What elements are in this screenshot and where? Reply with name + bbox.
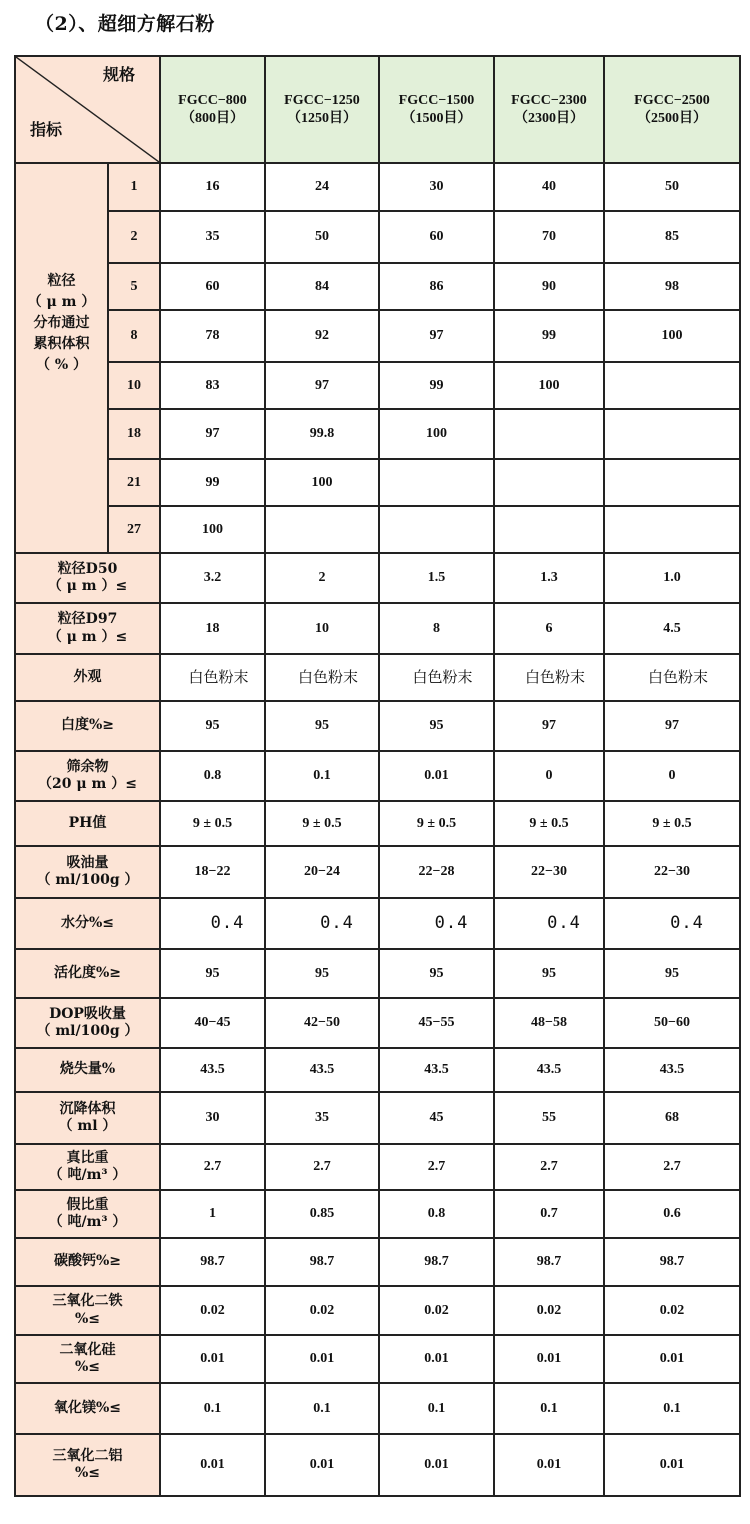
value-cell: 68 bbox=[604, 1092, 740, 1144]
value-cell: 0.85 bbox=[265, 1190, 379, 1238]
property-label-line: （ ml/100g ） bbox=[36, 872, 139, 888]
value-cell: 99 bbox=[160, 459, 265, 506]
property-label bbox=[15, 1238, 160, 1286]
property-row bbox=[15, 1238, 740, 1286]
value-cell: 6 bbox=[494, 603, 604, 654]
value-cell: 0.1 bbox=[604, 1383, 740, 1434]
property-row bbox=[15, 1190, 740, 1238]
particle-size: 5 bbox=[108, 263, 160, 310]
value-cell: 2.7 bbox=[160, 1144, 265, 1190]
value-cell: 95 bbox=[160, 949, 265, 998]
value-cell: 0.4 bbox=[160, 898, 265, 949]
property-label-line: 三氧化二铁 bbox=[52, 1293, 123, 1309]
value-cell: 0.02 bbox=[604, 1286, 740, 1335]
value-cell: 白色粉末 bbox=[160, 654, 265, 701]
corner-cell bbox=[15, 56, 160, 163]
value-cell: 100 bbox=[494, 362, 604, 409]
distribution-row bbox=[15, 163, 740, 211]
value-cell: 24 bbox=[265, 163, 379, 211]
property-row bbox=[15, 1092, 740, 1144]
value-cell: 0 bbox=[494, 751, 604, 801]
value-cell: 白色粉末 bbox=[265, 654, 379, 701]
distribution-label-line: 粒径 bbox=[47, 272, 76, 289]
value-cell: 48−58 bbox=[494, 998, 604, 1048]
property-label bbox=[15, 1190, 160, 1238]
column-header bbox=[494, 56, 604, 163]
distribution-label-line: 分布通过 bbox=[33, 314, 90, 331]
value-cell bbox=[379, 506, 494, 553]
value-cell: 0.02 bbox=[160, 1286, 265, 1335]
corner-index-label: 指标 bbox=[30, 120, 63, 139]
particle-size: 8 bbox=[108, 310, 160, 362]
value-cell: 白色粉末 bbox=[494, 654, 604, 701]
value-cell: 0.7 bbox=[494, 1190, 604, 1238]
property-label bbox=[15, 654, 160, 701]
value-cell: 40 bbox=[494, 163, 604, 211]
value-cell: 0.01 bbox=[379, 1434, 494, 1496]
distribution-row bbox=[15, 409, 740, 459]
distribution-row bbox=[15, 310, 740, 362]
value-cell: 98.7 bbox=[160, 1238, 265, 1286]
value-cell: 86 bbox=[379, 263, 494, 310]
value-cell: 0.1 bbox=[160, 1383, 265, 1434]
property-label-line: 筛余物 bbox=[66, 758, 109, 775]
particle-size: 1 bbox=[108, 163, 160, 211]
value-cell: 98.7 bbox=[265, 1238, 379, 1286]
value-cell: 1.3 bbox=[494, 553, 604, 603]
property-row bbox=[15, 1286, 740, 1335]
property-label bbox=[15, 801, 160, 846]
property-label-line: 三氧化二铝 bbox=[52, 1447, 123, 1464]
value-cell: 50−60 bbox=[604, 998, 740, 1048]
value-cell: 43.5 bbox=[160, 1048, 265, 1092]
value-cell: 97 bbox=[604, 701, 740, 751]
value-cell: 0.01 bbox=[265, 1335, 379, 1383]
property-row bbox=[15, 701, 740, 751]
value-cell: 2.7 bbox=[265, 1144, 379, 1190]
value-cell bbox=[265, 506, 379, 553]
value-cell: 43.5 bbox=[379, 1048, 494, 1092]
distribution-label-line: 累积体积 bbox=[33, 335, 90, 352]
value-cell: 99 bbox=[494, 310, 604, 362]
property-label-line: （ ml ） bbox=[58, 1118, 117, 1134]
value-cell: 95 bbox=[265, 949, 379, 998]
property-label bbox=[15, 898, 160, 949]
value-cell: 100 bbox=[160, 506, 265, 553]
column-code: FGCC−2300 bbox=[511, 93, 587, 108]
value-cell: 0.1 bbox=[379, 1383, 494, 1434]
value-cell: 0.02 bbox=[265, 1286, 379, 1335]
column-code: FGCC−800 bbox=[178, 93, 247, 108]
value-cell: 2 bbox=[265, 553, 379, 603]
property-label-line: 白度%≥ bbox=[60, 717, 115, 734]
value-cell: 8 bbox=[379, 603, 494, 654]
value-cell: 9 ± 0.5 bbox=[494, 801, 604, 846]
property-label bbox=[15, 998, 160, 1048]
property-label-line: %≤ bbox=[74, 1359, 101, 1375]
property-label bbox=[15, 751, 160, 801]
value-cell: 35 bbox=[160, 211, 265, 263]
value-cell: 0.01 bbox=[160, 1434, 265, 1496]
property-label-line: （ 吨/m³ ） bbox=[48, 1214, 127, 1230]
property-row bbox=[15, 603, 740, 654]
property-label bbox=[15, 1092, 160, 1144]
value-cell: 0.02 bbox=[379, 1286, 494, 1335]
value-cell: 43.5 bbox=[494, 1048, 604, 1092]
value-cell: 白色粉末 bbox=[379, 654, 494, 701]
property-label bbox=[15, 553, 160, 603]
column-mesh: （800目） bbox=[181, 110, 244, 126]
value-cell: 22−30 bbox=[604, 846, 740, 898]
property-label bbox=[15, 603, 160, 654]
value-cell: 43.5 bbox=[604, 1048, 740, 1092]
property-label-line: %≤ bbox=[74, 1310, 101, 1327]
value-cell: 0.4 bbox=[379, 898, 494, 949]
column-mesh: （2500目） bbox=[637, 110, 707, 126]
value-cell: 42−50 bbox=[265, 998, 379, 1048]
value-cell: 99 bbox=[379, 362, 494, 409]
value-cell: 0.01 bbox=[265, 1434, 379, 1496]
value-cell bbox=[604, 362, 740, 409]
property-row bbox=[15, 1434, 740, 1496]
value-cell: 97 bbox=[494, 701, 604, 751]
value-cell: 1.0 bbox=[604, 553, 740, 603]
value-cell: 30 bbox=[160, 1092, 265, 1144]
property-label-line: PH值 bbox=[68, 814, 107, 831]
value-cell: 0.01 bbox=[379, 751, 494, 801]
value-cell bbox=[494, 459, 604, 506]
value-cell: 45 bbox=[379, 1092, 494, 1144]
property-label-line: DOP吸收量 bbox=[49, 1005, 126, 1022]
value-cell: 1.5 bbox=[379, 553, 494, 603]
property-label-line: %≤ bbox=[74, 1465, 101, 1481]
value-cell: 100 bbox=[379, 409, 494, 459]
distribution-row bbox=[15, 506, 740, 553]
property-label bbox=[15, 1286, 160, 1335]
property-label-line: 吸油量 bbox=[66, 854, 109, 871]
value-cell: 90 bbox=[494, 263, 604, 310]
property-row bbox=[15, 801, 740, 846]
property-label bbox=[15, 846, 160, 898]
property-label-line: 烧失量% bbox=[59, 1061, 116, 1078]
column-mesh: （1250目） bbox=[287, 110, 357, 126]
value-cell: 0.02 bbox=[494, 1286, 604, 1335]
property-row bbox=[15, 1144, 740, 1190]
value-cell: 95 bbox=[160, 701, 265, 751]
value-cell: 0.01 bbox=[604, 1335, 740, 1383]
property-label-line: （ 吨/m³ ） bbox=[48, 1167, 127, 1183]
value-cell: 9 ± 0.5 bbox=[265, 801, 379, 846]
property-label-line: 氧化镁%≤ bbox=[53, 1399, 122, 1416]
value-cell: 30 bbox=[379, 163, 494, 211]
property-row bbox=[15, 998, 740, 1048]
value-cell: 55 bbox=[494, 1092, 604, 1144]
value-cell: 98.7 bbox=[379, 1238, 494, 1286]
distribution-row bbox=[15, 362, 740, 409]
value-cell: 97 bbox=[265, 362, 379, 409]
value-cell: 78 bbox=[160, 310, 265, 362]
corner-spec-label: 规格 bbox=[102, 65, 135, 84]
property-label-line: 真比重 bbox=[66, 1149, 109, 1166]
value-cell: 50 bbox=[265, 211, 379, 263]
property-row bbox=[15, 1383, 740, 1434]
property-label-line: 粒径D50 bbox=[57, 560, 118, 577]
value-cell: 100 bbox=[604, 310, 740, 362]
column-code: FGCC−1250 bbox=[284, 93, 360, 108]
column-header bbox=[160, 56, 265, 163]
property-label-line: （ ml/100g ） bbox=[36, 1023, 139, 1039]
value-cell: 0.01 bbox=[160, 1335, 265, 1383]
value-cell: 60 bbox=[160, 263, 265, 310]
particle-size: 27 bbox=[108, 506, 160, 553]
property-row bbox=[15, 898, 740, 949]
value-cell: 99.8 bbox=[265, 409, 379, 459]
particle-size: 10 bbox=[108, 362, 160, 409]
value-cell: 0.1 bbox=[265, 1383, 379, 1434]
property-row bbox=[15, 949, 740, 998]
value-cell: 16 bbox=[160, 163, 265, 211]
value-cell: 9 ± 0.5 bbox=[160, 801, 265, 846]
property-label-line: 外观 bbox=[73, 668, 102, 685]
value-cell: 0.01 bbox=[604, 1434, 740, 1496]
value-cell: 0.1 bbox=[494, 1383, 604, 1434]
value-cell: 0.01 bbox=[379, 1335, 494, 1383]
column-header bbox=[379, 56, 494, 163]
property-label-line: （ μ m ）≤ bbox=[47, 628, 128, 645]
value-cell bbox=[379, 459, 494, 506]
value-cell: 83 bbox=[160, 362, 265, 409]
value-cell bbox=[494, 506, 604, 553]
property-label-line: 假比重 bbox=[66, 1196, 109, 1213]
value-cell bbox=[604, 409, 740, 459]
value-cell: 97 bbox=[379, 310, 494, 362]
value-cell: 0 bbox=[604, 751, 740, 801]
particle-size: 21 bbox=[108, 459, 160, 506]
value-cell bbox=[494, 409, 604, 459]
column-mesh: （1500目） bbox=[401, 110, 472, 126]
value-cell: 20−24 bbox=[265, 846, 379, 898]
value-cell: 0.8 bbox=[379, 1190, 494, 1238]
property-row bbox=[15, 553, 740, 603]
property-label-line: 沉降体积 bbox=[59, 1100, 116, 1117]
property-row bbox=[15, 1048, 740, 1092]
value-cell: 50 bbox=[604, 163, 740, 211]
value-cell bbox=[604, 506, 740, 553]
property-row bbox=[15, 654, 740, 701]
value-cell: 9 ± 0.5 bbox=[604, 801, 740, 846]
property-label bbox=[15, 1335, 160, 1383]
distribution-row bbox=[15, 459, 740, 506]
value-cell: 92 bbox=[265, 310, 379, 362]
column-mesh: （2300目） bbox=[514, 110, 584, 126]
property-label-line: 二氧化硅 bbox=[59, 1341, 116, 1358]
spec-table bbox=[14, 55, 741, 1497]
value-cell: 98.7 bbox=[494, 1238, 604, 1286]
value-cell: 98 bbox=[604, 263, 740, 310]
value-cell: 1 bbox=[160, 1190, 265, 1238]
property-row bbox=[15, 751, 740, 801]
distribution-label bbox=[15, 163, 108, 553]
value-cell: 2.7 bbox=[379, 1144, 494, 1190]
property-label bbox=[15, 1434, 160, 1496]
value-cell: 95 bbox=[265, 701, 379, 751]
property-label-line: 水分%≤ bbox=[60, 914, 115, 931]
value-cell: 35 bbox=[265, 1092, 379, 1144]
value-cell: 0.01 bbox=[494, 1335, 604, 1383]
value-cell bbox=[604, 459, 740, 506]
property-label bbox=[15, 949, 160, 998]
property-row bbox=[15, 846, 740, 898]
property-row bbox=[15, 1335, 740, 1383]
value-cell: 0.8 bbox=[160, 751, 265, 801]
value-cell: 2.7 bbox=[604, 1144, 740, 1190]
column-header bbox=[604, 56, 740, 163]
value-cell: 22−28 bbox=[379, 846, 494, 898]
value-cell: 40−45 bbox=[160, 998, 265, 1048]
property-label bbox=[15, 1383, 160, 1434]
value-cell: 22−30 bbox=[494, 846, 604, 898]
value-cell: 4.5 bbox=[604, 603, 740, 654]
column-code: FGCC−1500 bbox=[398, 93, 475, 108]
value-cell: 0.4 bbox=[265, 898, 379, 949]
diagonal-divider bbox=[16, 57, 159, 162]
property-label bbox=[15, 1144, 160, 1190]
value-cell: 0.4 bbox=[494, 898, 604, 949]
value-cell: 60 bbox=[379, 211, 494, 263]
value-cell: 0.1 bbox=[265, 751, 379, 801]
column-header bbox=[265, 56, 379, 163]
property-label-line: 活化度%≥ bbox=[53, 964, 122, 981]
value-cell: 10 bbox=[265, 603, 379, 654]
value-cell: 95 bbox=[494, 949, 604, 998]
value-cell: 70 bbox=[494, 211, 604, 263]
value-cell: 97 bbox=[160, 409, 265, 459]
distribution-row bbox=[15, 263, 740, 310]
value-cell: 2.7 bbox=[494, 1144, 604, 1190]
property-label bbox=[15, 701, 160, 751]
distribution-label-line: （ μ m ） bbox=[27, 293, 96, 310]
value-cell: 84 bbox=[265, 263, 379, 310]
value-cell: 3.2 bbox=[160, 553, 265, 603]
value-cell: 45−55 bbox=[379, 998, 494, 1048]
header-row bbox=[15, 56, 740, 163]
value-cell: 100 bbox=[265, 459, 379, 506]
property-label-line: 粒径D97 bbox=[57, 611, 118, 627]
page-title: （2）、超细方解石粉 bbox=[35, 13, 215, 35]
value-cell: 0.4 bbox=[604, 898, 740, 949]
value-cell: 98.7 bbox=[604, 1238, 740, 1286]
property-label-line: （ μ m ）≤ bbox=[47, 578, 128, 594]
property-label-line: （20 μ m ）≤ bbox=[38, 776, 137, 792]
value-cell: 95 bbox=[604, 949, 740, 998]
column-code: FGCC−2500 bbox=[634, 93, 710, 108]
distribution-row bbox=[15, 211, 740, 263]
distribution-label-line: （ % ） bbox=[35, 356, 88, 373]
particle-size: 2 bbox=[108, 211, 160, 263]
value-cell: 43.5 bbox=[265, 1048, 379, 1092]
value-cell: 白色粉末 bbox=[604, 654, 740, 701]
value-cell: 95 bbox=[379, 701, 494, 751]
property-label bbox=[15, 1048, 160, 1092]
value-cell: 95 bbox=[379, 949, 494, 998]
value-cell: 18 bbox=[160, 603, 265, 654]
value-cell: 18−22 bbox=[160, 846, 265, 898]
value-cell: 0.6 bbox=[604, 1190, 740, 1238]
property-label-line: 碳酸钙%≥ bbox=[53, 1253, 122, 1270]
value-cell: 85 bbox=[604, 211, 740, 263]
value-cell: 9 ± 0.5 bbox=[379, 801, 494, 846]
particle-size: 18 bbox=[108, 409, 160, 459]
value-cell: 0.01 bbox=[494, 1434, 604, 1496]
